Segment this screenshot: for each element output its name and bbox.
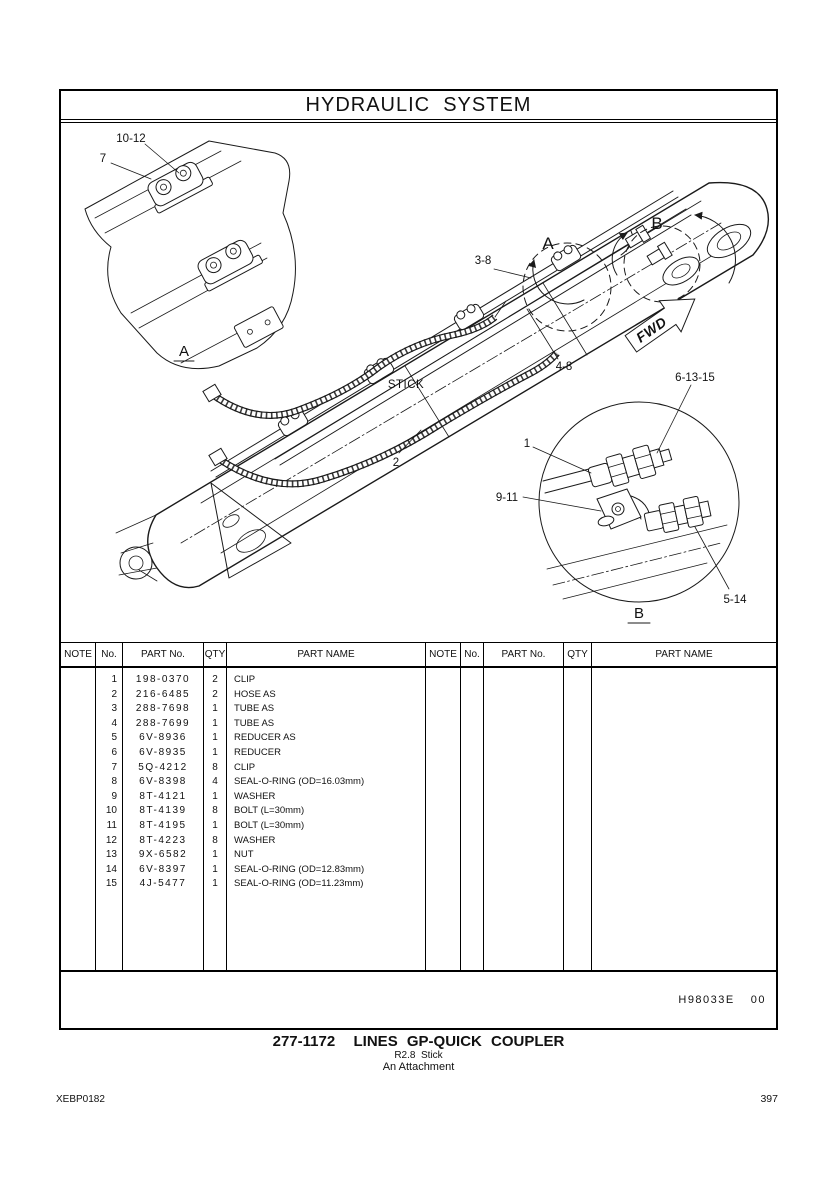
table-cell-part_no: 6V-8935 <box>139 746 187 758</box>
table-cell-name: SEAL-O-RING (OD=12.83mm) <box>234 863 365 875</box>
table-cell-qty: 8 <box>212 761 218 773</box>
parts-table-header <box>61 642 776 668</box>
table-cell-part_no: 4J-5477 <box>139 878 187 890</box>
table-cell-no: 3 <box>111 703 117 715</box>
diagram-area <box>61 123 776 642</box>
header-note-left: NOTE <box>61 643 96 666</box>
table-cell-qty: 8 <box>212 834 218 846</box>
table-cell-name: HOSE AS <box>234 688 276 700</box>
col-name-right <box>592 668 776 970</box>
table-cell-no: 11 <box>106 819 117 831</box>
table-cell-name: CLIP <box>234 674 256 685</box>
table-cell-part_no: 6V-8397 <box>139 863 187 875</box>
drawing-number: H98033E <box>678 994 735 1006</box>
header-partno-right: PART No. <box>484 643 564 666</box>
callout-7: 7 <box>99 153 107 165</box>
table-cell-name: CLIP <box>234 761 256 773</box>
detail-b-view <box>496 372 747 623</box>
table-cell-no: 2 <box>111 688 117 700</box>
table-cell-part_no: 216-6485 <box>135 688 191 700</box>
table-cell-no: 8 <box>111 776 117 788</box>
col-qty-right <box>564 668 592 970</box>
table-cell-qty: 1 <box>212 790 218 802</box>
col-qty-left <box>204 668 227 970</box>
table-cell-name: TUBE AS <box>234 717 275 729</box>
table-cell-part_no: 288-7698 <box>135 703 191 715</box>
table-cell-name: TUBE AS <box>234 703 275 715</box>
callout-4-8: 4-8 <box>555 361 573 373</box>
col-no-left <box>96 668 123 970</box>
table-cell-name: REDUCER <box>234 746 281 758</box>
caption-subtitle: R2.8 Stick <box>394 1049 443 1061</box>
table-cell-part_no: 5Q-4212 <box>138 761 188 773</box>
table-cell-qty: 1 <box>212 863 218 875</box>
stick-label: STICK <box>387 379 425 391</box>
table-cell-name: BOLT (L=30mm) <box>234 819 305 831</box>
table-cell-no: 7 <box>111 761 117 773</box>
table-cell-part_no: 8T-4139 <box>139 805 187 817</box>
table-cell-qty: 1 <box>212 732 218 744</box>
table-cell-qty: 1 <box>212 717 218 729</box>
header-note-right: NOTE <box>426 643 461 666</box>
callout-10-12: 10-12 <box>116 133 146 145</box>
table-cell-name: BOLT (L=30mm) <box>234 805 305 817</box>
page-title: HYDRAULIC SYSTEM <box>305 93 532 116</box>
caption-attachment: An Attachment <box>382 1061 455 1074</box>
table-cell-name: NUT <box>234 849 254 861</box>
fwd-label: FWD <box>633 313 670 346</box>
col-part-right <box>484 668 564 970</box>
coupler-fitting-lower <box>646 242 673 266</box>
table-cell-part_no: 8T-4195 <box>139 819 187 831</box>
table-cell-qty: 8 <box>212 805 218 817</box>
table-cell-name: WASHER <box>234 790 276 802</box>
callout-6-13-15: 6-13-15 <box>675 372 715 384</box>
clamp-assembly-upper <box>144 157 214 214</box>
table-cell-no: 6 <box>111 746 117 758</box>
header-partname-left: PART NAME <box>227 643 426 666</box>
table-cell-qty: 2 <box>212 674 218 685</box>
table-cell-no: 13 <box>105 849 117 861</box>
callout-3-8: 3-8 <box>474 255 492 267</box>
table-cell-qty: 1 <box>212 746 218 758</box>
callout-1: 1 <box>523 438 531 450</box>
table-cell-part_no: 8T-4121 <box>139 790 187 802</box>
header-partname-right: PART NAME <box>655 649 713 660</box>
table-cell-qty: 1 <box>212 703 218 715</box>
table-cell-no: 14 <box>105 863 117 875</box>
table-cell-no: 4 <box>111 717 117 729</box>
page-number: 397 <box>760 1093 778 1105</box>
coupler-lower <box>643 494 713 536</box>
callout-5-14: 5-14 <box>723 594 747 606</box>
table-cell-part_no: 6V-8398 <box>139 776 187 788</box>
table-cell-name: SEAL-O-RING (OD=11.23mm) <box>234 878 364 890</box>
table-cell-name: REDUCER AS <box>234 732 296 744</box>
header-qty-right: QTY <box>564 643 592 666</box>
parts-table-body <box>61 668 776 970</box>
table-cell-no: 1 <box>111 674 117 685</box>
header-qty-left: QTY <box>204 643 227 666</box>
table-cell-no: 15 <box>105 878 117 890</box>
table-cell-part_no: 6V-8936 <box>139 732 187 744</box>
table-cell-qty: 2 <box>212 688 218 700</box>
header-no-right: No. <box>461 643 484 666</box>
detail-b-label: B <box>633 605 645 622</box>
figure-caption <box>59 1034 778 1074</box>
caption-title: 277-1172 LINES GP-QUICK COUPLER <box>272 1033 565 1050</box>
mount-block <box>234 306 284 348</box>
col-part-left <box>123 668 204 970</box>
table-cell-no: 12 <box>105 834 117 846</box>
col-note-left <box>61 668 96 970</box>
header-no-left: No. <box>96 643 123 666</box>
detail-a-view <box>85 133 295 369</box>
table-cell-part_no: 8T-4223 <box>139 834 187 846</box>
table-cell-qty: 1 <box>212 878 218 890</box>
col-no-right <box>461 668 484 970</box>
document-code: XEBP0182 <box>56 1094 105 1105</box>
table-cell-name: WASHER <box>234 834 276 846</box>
table-cell-part_no: 198-0370 <box>135 674 191 685</box>
table-cell-no: 5 <box>111 732 117 744</box>
tube-clamp-1 <box>549 242 582 272</box>
header-partno-left: PART No. <box>123 643 204 666</box>
view-a-letter: A <box>542 234 554 253</box>
col-note-right <box>426 668 461 970</box>
coupler-upper <box>586 440 674 493</box>
document-frame <box>59 89 778 1030</box>
table-cell-no: 10 <box>105 805 117 817</box>
hydraulic-system-illustration <box>61 123 776 642</box>
drawing-revision: 00 <box>750 994 766 1006</box>
page-footer <box>56 1093 778 1105</box>
callout-9-11: 9-11 <box>495 492 519 504</box>
detail-a-label: A <box>178 343 190 360</box>
callout-2: 2 <box>392 457 400 469</box>
title-band <box>61 91 776 119</box>
col-name-left <box>227 668 426 970</box>
table-cell-qty: 4 <box>212 776 218 788</box>
fwd-arrow <box>620 283 706 359</box>
table-cell-part_no: 9X-6582 <box>138 849 188 861</box>
table-cell-no: 9 <box>111 790 117 802</box>
table-cell-part_no: 288-7699 <box>135 717 191 729</box>
table-cell-qty: 1 <box>212 849 218 861</box>
drawing-number-band <box>61 970 776 1028</box>
table-cell-name: SEAL-O-RING (OD=16.03mm) <box>234 776 365 788</box>
clamp-assembly-lower <box>194 235 264 292</box>
view-b-letter: B <box>651 214 663 233</box>
table-cell-qty: 1 <box>212 819 218 831</box>
